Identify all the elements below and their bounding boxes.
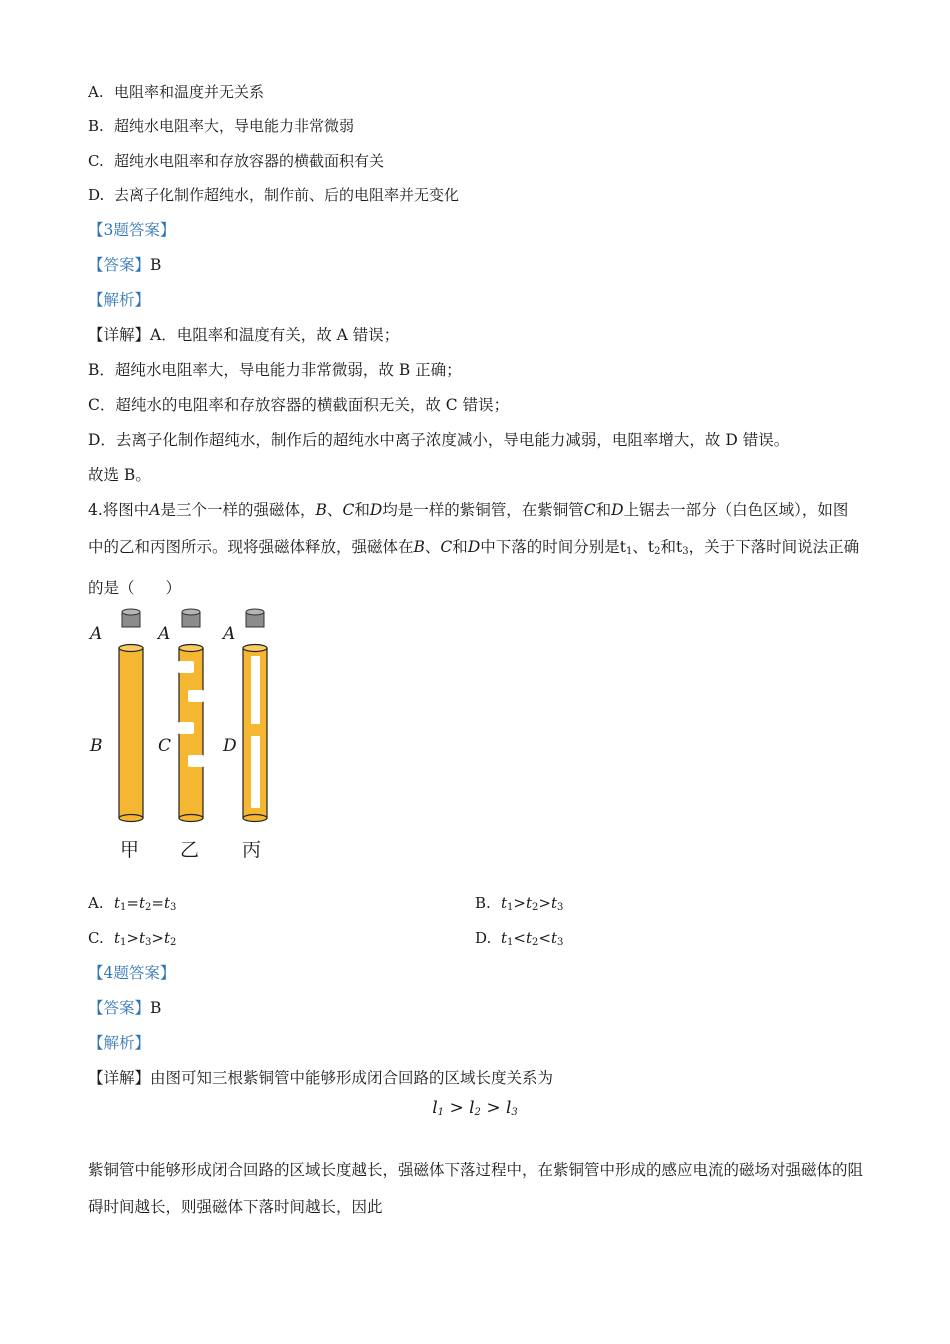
q3-option-c: C. 超纯水电阻率和存放容器的横截面积有关 [88, 152, 385, 170]
label-a-bing: A [223, 624, 236, 644]
q4-answer-header: 【4题答案】 [88, 964, 176, 982]
q3-detail-a: 【详解】A．电阻率和温度有关，故 A 错误； [88, 326, 400, 344]
magnet-jia [122, 609, 140, 627]
magnet-bing [246, 609, 264, 627]
label-a-yi: A [158, 624, 171, 644]
q4-question: 4.将图中A是三个一样的强磁体，B、C和D均是一样的紫铜管，在紫铜管C和D上锯去一部分（白色区域），如图中的乙和丙图所示。现将强磁体释放，强磁体在B、C和D中下落的时间分别是$t_1$、$t_2$和$t_3$，关于下落时间说法正确的是（ ） [88, 501, 860, 597]
label-d: D [223, 736, 237, 756]
q4-final-paragraph: 紫铜管中能够形成闭合回路的区域长度越长，强磁体下落过程中，在紫铜管中形成的感应电流的磁场对强磁体的阻碍时间越长，则强磁体下落时间越长，因此 [88, 1161, 864, 1216]
q4-analysis-tag: 【解析】 [88, 1034, 151, 1052]
q4-option-d: D. $t_1<t_2<t_3$ [475, 929, 564, 948]
caption-jia: 甲 [120, 839, 140, 861]
q4-option-b: B. $t_1>t_2>t_3$ [475, 894, 564, 913]
q3-answer-header: 【3题答案】 [88, 221, 176, 239]
q4-option-c: C. $t_1>t_3>t_2$ [88, 929, 177, 948]
caption-bing: 丙 [242, 839, 262, 861]
q4-answer: 【答案】B [88, 999, 162, 1017]
figure-drawing [80, 604, 290, 866]
q4-option-a: A. $t_1=t_2=t_3$ [88, 894, 177, 913]
q3-option-b: B. 超纯水电阻率大，导电能力非常微弱 [88, 117, 355, 135]
label-c: C [158, 736, 172, 756]
tube-jia [119, 645, 143, 822]
q3-analysis-tag: 【解析】 [88, 291, 151, 309]
tube-bing [243, 645, 267, 822]
caption-yi: 乙 [180, 839, 200, 861]
q3-answer: 【答案】B [88, 256, 162, 274]
label-a-jia: A [90, 624, 103, 644]
q3-conclusion: 故选 B。 [88, 466, 151, 484]
copper-tube-figure [80, 604, 290, 866]
q3-detail-d: D．去离子化制作超纯水，制作后的超纯水中离子浓度减小，导电能力减弱，电阻率增大，故 D 错误。 [88, 431, 790, 449]
magnet-yi [182, 609, 200, 627]
q3-detail-c: C．超纯水的电阻率和存放容器的横截面积无关，故 C 错误； [88, 396, 510, 414]
tube-yi [178, 645, 204, 822]
q3-option-d: D. 去离子化制作超纯水，制作前、后的电阻率并无变化 [88, 186, 460, 204]
length-relation-formula: $l_1 > l_2 > l_3$ [432, 1098, 518, 1118]
label-b: B [90, 736, 103, 756]
q3-detail-b: B．超纯水电阻率大，导电能力非常微弱，故 B 正确； [88, 361, 462, 379]
q4-detail: 【详解】由图可知三根紫铜管中能够形成闭合回路的区域长度关系为 [88, 1069, 554, 1087]
q3-option-a: A. 电阻率和温度并无关系 [88, 83, 265, 101]
